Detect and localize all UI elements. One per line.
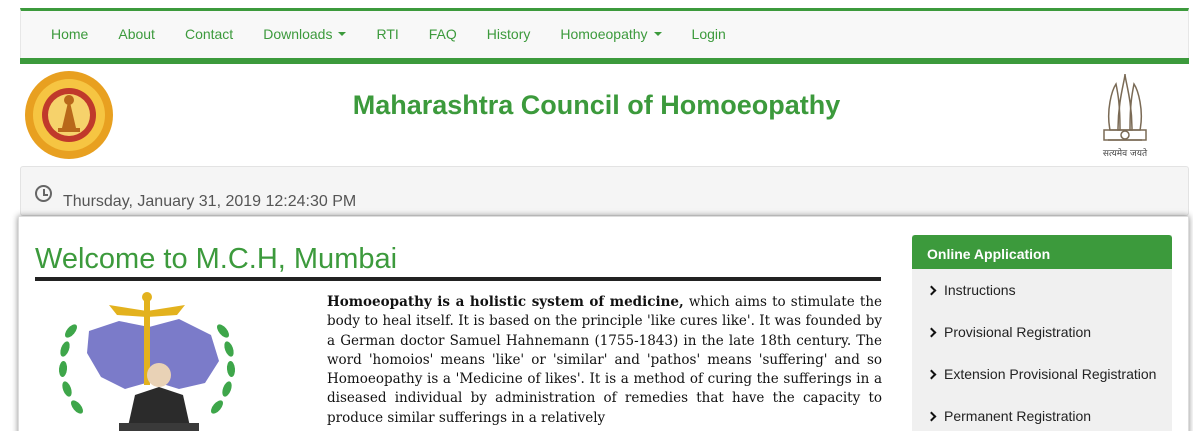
chevron-right-icon [927, 327, 937, 337]
sidebar-title: Online Application [912, 235, 1172, 269]
welcome-heading: Welcome to M.C.H, Mumbai [35, 243, 398, 275]
nav-rti-label: RTI [376, 26, 399, 42]
sidebar-item-label: Extension Provisional Registration [944, 366, 1157, 382]
hahnemann-illustration [49, 291, 245, 431]
online-application-panel [912, 235, 1172, 431]
nav-history[interactable] [487, 26, 531, 42]
current-datetime: Thursday, January 31, 2019 12:24:30 PM [63, 193, 357, 210]
main-navbar [20, 8, 1189, 64]
nav-about[interactable] [118, 26, 155, 42]
nav-contact[interactable] [185, 26, 233, 42]
emblem-motto: सत्यमेव जयते [1102, 149, 1148, 159]
nav-login[interactable] [692, 26, 726, 42]
national-emblem-logo [1094, 70, 1156, 162]
nav-list [21, 11, 1188, 57]
nav-history-label: History [486, 26, 531, 42]
nav-home[interactable] [51, 26, 88, 42]
nav-login-label: Login [691, 26, 726, 42]
intro-paragraph [327, 293, 882, 428]
date-bar [20, 166, 1189, 216]
sidebar-item-permanent-registration[interactable] [912, 395, 1172, 431]
heading-divider [35, 277, 881, 281]
chevron-right-icon [927, 369, 937, 379]
chevron-right-icon [927, 411, 937, 421]
nav-home-label: Home [51, 26, 89, 42]
sidebar-item-label: Provisional Registration [944, 324, 1092, 340]
sidebar-item-label: Instructions [944, 282, 1016, 298]
nav-homoeopathy-label: Homoeopathy [560, 26, 648, 42]
nav-downloads-label: Downloads [263, 26, 333, 42]
site-title: Maharashtra Council of Homoeopathy [352, 90, 841, 120]
caret-down-icon [654, 32, 662, 36]
sidebar-item-extension-provisional-registration[interactable] [912, 353, 1172, 395]
sidebar-item-provisional-registration[interactable] [912, 311, 1172, 353]
nav-about-label: About [118, 26, 155, 42]
sidebar-item-instructions[interactable] [912, 269, 1172, 311]
nav-faq-label: FAQ [428, 26, 457, 42]
sidebar-item-label: Permanent Registration [944, 408, 1092, 424]
intro-bold: Homoeopathy is a holistic system of medicine, [327, 294, 684, 310]
main-content-panel [18, 216, 1189, 431]
nav-rti[interactable] [376, 26, 398, 42]
intro-text: which aims to stimulate the body to heal itself. It is based on the principle 'like cures like'. It was founded by a German doctor Samuel Hahnemann (1755-1843) in the late 18th century. The word 'homoios' means 'like' or 'similar' and 'pathos' means 'suffering' and so Homoeopathy is a 'Medicine of likes'. It is a method of curing the sufferings in a diseased individual by administration of remedies that have the capacity to produce similar sufferings in a relatively [327, 294, 882, 426]
clock-icon [35, 185, 52, 202]
nav-homoeopathy[interactable] [560, 26, 661, 42]
nav-downloads[interactable] [263, 26, 346, 42]
nav-accent-bar [20, 58, 1189, 64]
nav-contact-label: Contact [184, 26, 234, 42]
nav-faq[interactable] [429, 26, 457, 42]
chevron-right-icon [927, 285, 937, 295]
caret-down-icon [338, 32, 346, 36]
